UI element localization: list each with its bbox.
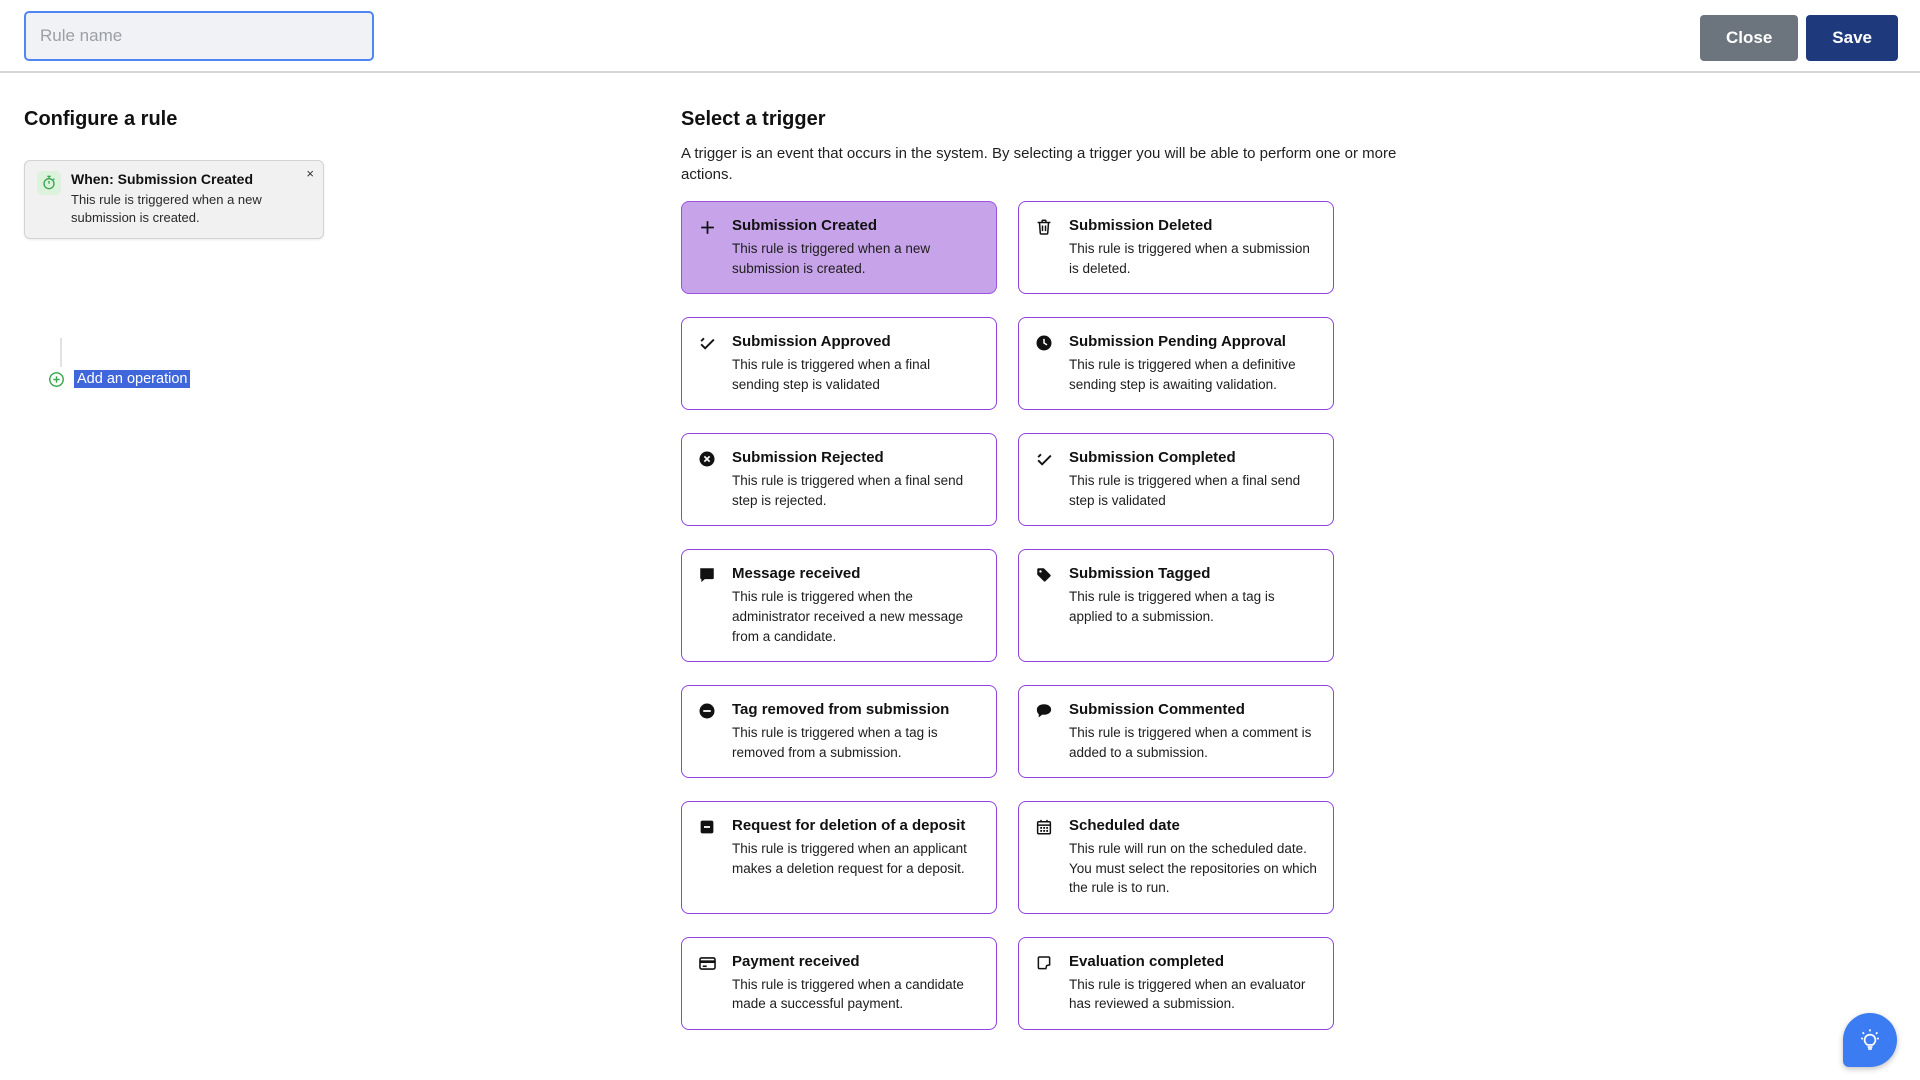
trigger-card-description: This rule is triggered when the administrator received a new message from a candidate. bbox=[732, 589, 964, 644]
trigger-card-title: Submission Approved bbox=[732, 333, 891, 351]
select-trigger-panel bbox=[681, 108, 1411, 1030]
comment-icon bbox=[1035, 701, 1055, 762]
rule-name-input[interactable] bbox=[24, 11, 374, 61]
trigger-card[interactable] bbox=[681, 317, 997, 410]
note-icon bbox=[1035, 953, 1055, 1014]
clock-icon bbox=[1035, 333, 1055, 394]
trigger-card-description: This rule is triggered when a final sending step is validated bbox=[732, 357, 931, 392]
configure-rule-title: Configure a rule bbox=[24, 108, 178, 130]
double-check-icon bbox=[1035, 449, 1055, 510]
trigger-card[interactable] bbox=[681, 937, 997, 1030]
close-icon[interactable]: × bbox=[306, 166, 314, 181]
trigger-card-description: This rule is triggered when a new submission is created. bbox=[732, 241, 931, 276]
check-icon bbox=[698, 333, 718, 394]
trigger-card-description: This rule is triggered when an applicant makes a deletion request for a deposit. bbox=[732, 841, 967, 876]
calendar-icon bbox=[1035, 817, 1055, 898]
trigger-card-description: This rule is triggered when a tag is removed from a submission. bbox=[732, 725, 938, 760]
trigger-card-title: Submission Rejected bbox=[732, 449, 884, 467]
credit-card-icon bbox=[698, 953, 718, 1014]
trigger-card-body bbox=[732, 333, 980, 394]
trigger-card[interactable] bbox=[681, 685, 997, 778]
message-icon bbox=[698, 565, 718, 646]
trigger-grid bbox=[681, 201, 1334, 1030]
close-button[interactable]: Close bbox=[1700, 15, 1798, 61]
trigger-card[interactable] bbox=[1018, 801, 1334, 914]
trigger-card[interactable] bbox=[681, 433, 997, 526]
when-card-title: When: Submission Created bbox=[71, 171, 254, 187]
x-circle-icon bbox=[698, 449, 718, 510]
trigger-card-body bbox=[1069, 817, 1317, 898]
trash-icon bbox=[1035, 217, 1055, 278]
trigger-card-title: Submission Pending Approval bbox=[1069, 333, 1286, 351]
trigger-card-title: Request for deletion of a deposit bbox=[732, 817, 966, 835]
trigger-card[interactable] bbox=[1018, 317, 1334, 410]
topbar bbox=[0, 0, 1920, 73]
add-operation-button[interactable] bbox=[48, 370, 190, 388]
select-trigger-title: Select a trigger bbox=[681, 108, 826, 130]
trigger-card-body bbox=[732, 565, 980, 646]
trigger-card-body bbox=[1069, 565, 1317, 646]
trigger-card-title: Submission Commented bbox=[1069, 701, 1245, 719]
trigger-card-description: This rule is triggered when a submission is deleted. bbox=[1069, 241, 1310, 276]
trigger-card[interactable] bbox=[681, 801, 997, 914]
stopwatch-icon bbox=[37, 171, 61, 195]
trigger-card-description: This rule is triggered when a definitive sending step is awaiting validation. bbox=[1069, 357, 1296, 392]
trigger-card-body bbox=[732, 449, 980, 510]
minus-circle-icon bbox=[698, 701, 718, 762]
trigger-card-body bbox=[732, 217, 980, 278]
trigger-card-description: This rule is triggered when a final send step is rejected. bbox=[732, 473, 964, 508]
trigger-card-body bbox=[732, 817, 980, 898]
when-card-body bbox=[71, 171, 311, 226]
when-trigger-card bbox=[24, 160, 324, 239]
trigger-card-description: This rule is triggered when a final send step is validated bbox=[1069, 473, 1301, 508]
trigger-card-title: Submission Completed bbox=[1069, 449, 1236, 467]
trigger-card-title: Submission Tagged bbox=[1069, 565, 1211, 583]
trigger-card-title: Message received bbox=[732, 565, 861, 583]
trigger-card[interactable] bbox=[1018, 201, 1334, 294]
flow-connector-line bbox=[60, 338, 62, 367]
select-trigger-description: A trigger is an event that occurs in the system. By selecting a trigger you will be able to perform one or more actions. bbox=[681, 145, 1397, 183]
configure-rule-panel bbox=[24, 108, 336, 387]
trigger-card-body bbox=[732, 953, 980, 1014]
trigger-card[interactable] bbox=[1018, 685, 1334, 778]
trigger-card-title: Evaluation completed bbox=[1069, 952, 1225, 970]
trigger-card-title: Tag removed from submission bbox=[732, 701, 950, 719]
help-fab-button[interactable] bbox=[1843, 1013, 1897, 1067]
trigger-card-title: Submission Deleted bbox=[1069, 217, 1213, 234]
lightbulb-icon bbox=[1857, 1027, 1883, 1053]
trigger-card-title: Submission Created bbox=[732, 217, 878, 234]
trigger-card-body bbox=[1069, 333, 1317, 394]
trigger-card-body bbox=[1069, 953, 1317, 1014]
trigger-card-description: This rule is triggered when a comment is added to a submission. bbox=[1069, 725, 1312, 760]
trigger-card-body bbox=[1069, 701, 1317, 762]
plus-icon bbox=[698, 217, 718, 278]
trigger-card-title: Scheduled date bbox=[1069, 817, 1180, 835]
trigger-card-title: Payment received bbox=[732, 952, 860, 970]
save-button[interactable]: Save bbox=[1806, 15, 1898, 61]
tag-icon bbox=[1035, 565, 1055, 646]
trigger-card-body bbox=[1069, 217, 1317, 278]
add-operation-label: Add an operation bbox=[74, 370, 190, 388]
trigger-card-body bbox=[1069, 449, 1317, 510]
trigger-card[interactable] bbox=[1018, 433, 1334, 526]
trigger-card[interactable] bbox=[681, 549, 997, 662]
minus-box-icon bbox=[698, 817, 718, 898]
trigger-card-body bbox=[732, 701, 980, 762]
trigger-card-description: This rule is triggered when a candidate made a successful payment. bbox=[732, 976, 964, 1012]
trigger-card[interactable] bbox=[1018, 937, 1334, 1030]
trigger-card-description: This rule will run on the scheduled date. You must select the repositories on which the rule is to run. bbox=[1069, 841, 1317, 896]
trigger-card-description: This rule is triggered when an evaluator has reviewed a submission. bbox=[1069, 976, 1306, 1012]
plus-circle-icon bbox=[48, 371, 65, 388]
trigger-card[interactable] bbox=[681, 201, 997, 294]
topbar-actions bbox=[1700, 15, 1898, 61]
trigger-card[interactable] bbox=[1018, 549, 1334, 662]
trigger-card-description: This rule is triggered when a tag is applied to a submission. bbox=[1069, 589, 1275, 624]
when-card-description: This rule is triggered when a new submission is created. bbox=[71, 192, 262, 225]
